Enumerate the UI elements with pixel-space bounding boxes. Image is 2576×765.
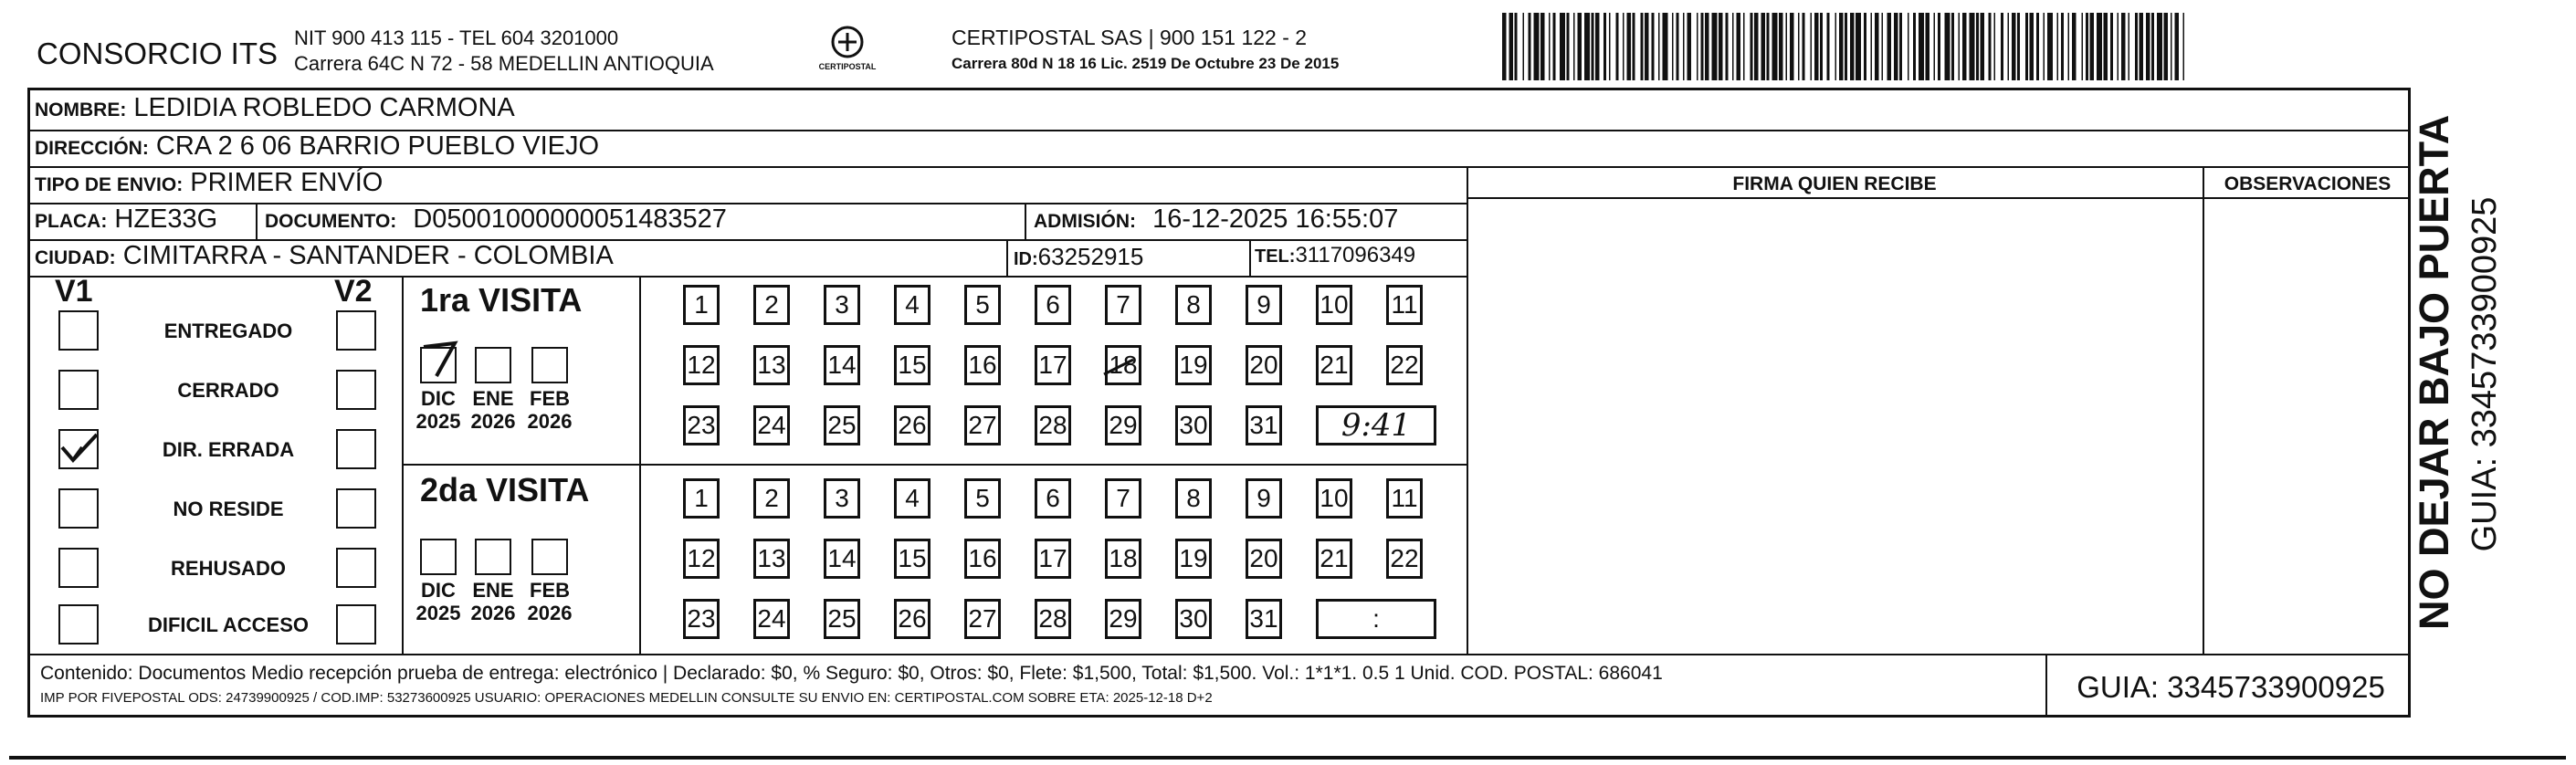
tipo-value: PRIMER ENVÍO — [190, 168, 384, 197]
month-label — [522, 579, 577, 624]
day-box[interactable]: 28 — [1035, 405, 1071, 445]
documento-value: D05001000000051483527 — [413, 204, 727, 234]
day-box[interactable]: 29 — [1105, 599, 1141, 639]
month-name: FEB — [530, 387, 570, 410]
status-label: DIFICIL ACCESO — [147, 613, 309, 636]
id-label: ID: — [1014, 249, 1038, 269]
placa-row — [35, 204, 217, 235]
nombre-row — [35, 93, 515, 123]
day-box[interactable]: 23 — [683, 599, 720, 639]
v1-checkbox[interactable] — [58, 370, 99, 410]
day-box[interactable]: 5 — [964, 478, 1001, 519]
day-box[interactable]: 27 — [964, 599, 1001, 639]
day-box[interactable]: 17 — [1035, 539, 1071, 579]
day-box[interactable]: 18 — [1105, 345, 1141, 385]
admision-label: ADMISIÓN: — [1034, 211, 1136, 232]
day-box[interactable]: 14 — [824, 345, 860, 385]
placa-label: PLACA: — [35, 211, 108, 232]
month-name: DIC — [421, 579, 456, 602]
ciudad-value: CIMITARRA - SANTANDER - COLOMBIA — [122, 241, 614, 270]
month-year: 2026 — [527, 410, 573, 433]
tipo-label: TIPO DE ENVIO: — [35, 174, 184, 195]
v2-header: V2 — [334, 274, 373, 309]
tel-row — [1255, 243, 1415, 268]
day-box[interactable]: 11 — [1386, 478, 1423, 519]
status-label: NO RESIDE — [173, 498, 284, 520]
day-box[interactable]: 28 — [1035, 599, 1071, 639]
month-checkbox[interactable] — [420, 539, 457, 575]
day-box[interactable]: 2 — [753, 478, 790, 519]
v1-checkbox[interactable] — [58, 310, 99, 351]
v2-checkbox[interactable] — [336, 370, 376, 410]
day-box[interactable]: 25 — [824, 599, 860, 639]
certipostal-info: CERTIPOSTAL SAS | 900 151 122 - 2 — [952, 26, 1308, 49]
tel-value: 3117096349 — [1295, 243, 1416, 267]
day-box[interactable]: 4 — [894, 285, 931, 325]
v2-checkbox[interactable] — [336, 488, 376, 529]
day-box[interactable]: 6 — [1035, 478, 1071, 519]
observaciones-area[interactable] — [2204, 199, 2409, 652]
logo-caption: CERTIPOSTAL — [818, 62, 877, 71]
direccion-value: CRA 2 6 06 BARRIO PUEBLO VIEJO — [155, 131, 600, 161]
certipostal-address: Carrera 80d N 18 16 Lic. 2519 De Octubre 23 De 2015 — [952, 55, 1340, 72]
day-box[interactable]: 23 — [683, 405, 720, 445]
company-nit: NIT 900 413 115 - TEL 604 3201000 — [294, 26, 619, 49]
day-box[interactable]: 12 — [683, 345, 720, 385]
nombre-label: NOMBRE: — [35, 100, 127, 121]
company-address: Carrera 64C N 72 - 58 MEDELLIN ANTIOQUIA — [294, 52, 714, 75]
day-box[interactable]: 8 — [1175, 285, 1212, 325]
day-box[interactable]: 3 — [824, 478, 860, 519]
month-year: 2025 — [415, 602, 461, 624]
side-guia: GUIA: 3345733900925 — [2466, 196, 2504, 552]
day-box[interactable]: 1 — [683, 478, 720, 519]
dic-check-mark-icon — [418, 338, 464, 383]
v1-checkbox[interactable] — [58, 429, 99, 469]
day-box[interactable]: 30 — [1175, 599, 1212, 639]
month-label — [466, 387, 520, 433]
v2-checkbox[interactable] — [336, 604, 376, 644]
tel-label: TEL: — [1255, 246, 1296, 267]
day-box[interactable]: 10 — [1316, 478, 1352, 519]
second-visit-title: 2da VISITA — [420, 471, 590, 508]
footer-content: Contenido: Documentos Medio recepción prueba de entrega: electrónico | Declarado: $0, % Seguro: $0, Otros: $0, Flete: $1,500, Total: $1,500. Vol.: 1*1*1. 0.5 1 Unid. COD. POSTAL: 686041 — [40, 663, 1663, 684]
documento-label: DOCUMENTO: — [265, 211, 397, 232]
day-box[interactable]: 19 — [1175, 539, 1212, 579]
month-label — [411, 579, 466, 624]
day-box[interactable]: 5 — [964, 285, 1001, 325]
day-box[interactable]: 6 — [1035, 285, 1071, 325]
month-checkbox[interactable] — [475, 347, 511, 383]
month-name: FEB — [530, 579, 570, 602]
day-box[interactable]: 15 — [894, 539, 931, 579]
footer-imp: IMP POR FIVEPOSTAL ODS: 24739900925 / COD.IMP: 53273600925 USUARIO: OPERACIONES MEDELLIN CONSULTE SU ENVIO EN: CERTIPOSTAL.COM SOBRE ETA: 2025-12-18 D+2 — [40, 690, 1213, 706]
day-box[interactable]: 7 — [1105, 285, 1141, 325]
v1-checkbox[interactable] — [58, 488, 99, 529]
v1-checkbox[interactable] — [58, 604, 99, 644]
month-year: 2026 — [470, 410, 516, 433]
day-box[interactable]: 29 — [1105, 405, 1141, 445]
day-box[interactable]: 31 — [1246, 405, 1282, 445]
day-box[interactable]: 19 — [1175, 345, 1212, 385]
status-label: CERRADO — [177, 379, 279, 402]
admision-row — [1034, 204, 1398, 235]
direccion-row — [35, 131, 599, 162]
month-name: ENE — [472, 387, 514, 410]
certipostal-logo-icon — [813, 22, 882, 77]
day-box[interactable]: 26 — [894, 599, 931, 639]
month-checkbox[interactable] — [531, 539, 568, 575]
month-name: ENE — [472, 579, 514, 602]
day-box[interactable]: 20 — [1246, 345, 1282, 385]
month-year: 2025 — [415, 410, 461, 433]
placa-value: HZE33G — [114, 204, 218, 234]
day-box[interactable]: 9 — [1246, 285, 1282, 325]
nombre-value: LEDIDIA ROBLEDO CARMONA — [133, 93, 515, 122]
time-box[interactable]: : — [1316, 599, 1436, 639]
id-value: 63252915 — [1037, 243, 1144, 270]
day-box[interactable]: 2 — [753, 285, 790, 325]
company-name: CONSORCIO ITS — [37, 37, 279, 70]
day-box[interactable]: 21 — [1316, 345, 1352, 385]
status-label: ENTREGADO — [163, 320, 293, 342]
month-year: 2026 — [470, 602, 516, 624]
time-box[interactable]: 9:41 — [1316, 405, 1436, 445]
day-box[interactable]: 12 — [683, 539, 720, 579]
admision-value: 16-12-2025 16:55:07 — [1152, 204, 1399, 234]
day-box[interactable]: 8 — [1175, 478, 1212, 519]
month-checkbox[interactable] — [531, 347, 568, 383]
day-box[interactable]: 22 — [1386, 345, 1423, 385]
v2-checkbox[interactable] — [336, 310, 376, 351]
day-box[interactable]: 3 — [824, 285, 860, 325]
month-label — [466, 579, 520, 624]
v1-header: V1 — [55, 274, 93, 309]
day-18-mark-icon — [1100, 354, 1137, 382]
day-box[interactable]: 9 — [1246, 478, 1282, 519]
footer-guia: GUIA: 3345733900925 — [2077, 670, 2385, 704]
day-box[interactable]: 1 — [683, 285, 720, 325]
id-row — [1014, 243, 1143, 271]
month-name: DIC — [421, 387, 456, 410]
month-label — [522, 387, 577, 433]
day-box[interactable]: 17 — [1035, 345, 1071, 385]
day-box[interactable]: 22 — [1386, 539, 1423, 579]
day-box[interactable]: 11 — [1386, 285, 1423, 325]
v1-checkbox[interactable] — [58, 548, 99, 588]
side-warning: NO DEJAR BAJO PUERTA — [2411, 114, 2457, 630]
day-box[interactable]: 13 — [753, 345, 790, 385]
ciudad-row — [35, 241, 614, 271]
status-label: DIR. ERRADA — [162, 438, 295, 461]
check-mark-icon — [58, 429, 99, 469]
day-box[interactable]: 13 — [753, 539, 790, 579]
month-year: 2026 — [527, 602, 573, 624]
day-box[interactable]: 27 — [964, 405, 1001, 445]
documento-row — [265, 204, 727, 235]
v2-checkbox[interactable] — [336, 429, 376, 469]
day-box[interactable]: 16 — [964, 345, 1001, 385]
direccion-label: DIRECCIÓN: — [35, 138, 149, 159]
firma-header: FIRMA QUIEN RECIBE — [1732, 173, 1937, 194]
barcode — [1502, 13, 2196, 80]
month-label — [411, 387, 466, 433]
day-box[interactable]: 16 — [964, 539, 1001, 579]
day-box[interactable]: 24 — [753, 599, 790, 639]
day-box[interactable]: 10 — [1316, 285, 1352, 325]
tipo-row — [35, 168, 383, 198]
ciudad-label: CIUDAD: — [35, 247, 116, 268]
day-box[interactable]: 31 — [1246, 599, 1282, 639]
day-box[interactable]: 24 — [753, 405, 790, 445]
day-box[interactable]: 15 — [894, 345, 931, 385]
status-label: REHUSADO — [171, 557, 286, 580]
day-box[interactable]: 14 — [824, 539, 860, 579]
month-checkbox[interactable] — [475, 539, 511, 575]
firma-area[interactable] — [1468, 199, 2201, 652]
day-box[interactable]: 26 — [894, 405, 931, 445]
v2-checkbox[interactable] — [336, 548, 376, 588]
observaciones-header: OBSERVACIONES — [2224, 173, 2392, 194]
day-box[interactable]: 30 — [1175, 405, 1212, 445]
day-box[interactable]: 4 — [894, 478, 931, 519]
day-box[interactable]: 21 — [1316, 539, 1352, 579]
day-box[interactable]: 18 — [1105, 539, 1141, 579]
first-visit-title: 1ra VISITA — [420, 281, 583, 319]
day-box[interactable]: 20 — [1246, 539, 1282, 579]
day-box[interactable]: 25 — [824, 405, 860, 445]
day-box[interactable]: 7 — [1105, 478, 1141, 519]
